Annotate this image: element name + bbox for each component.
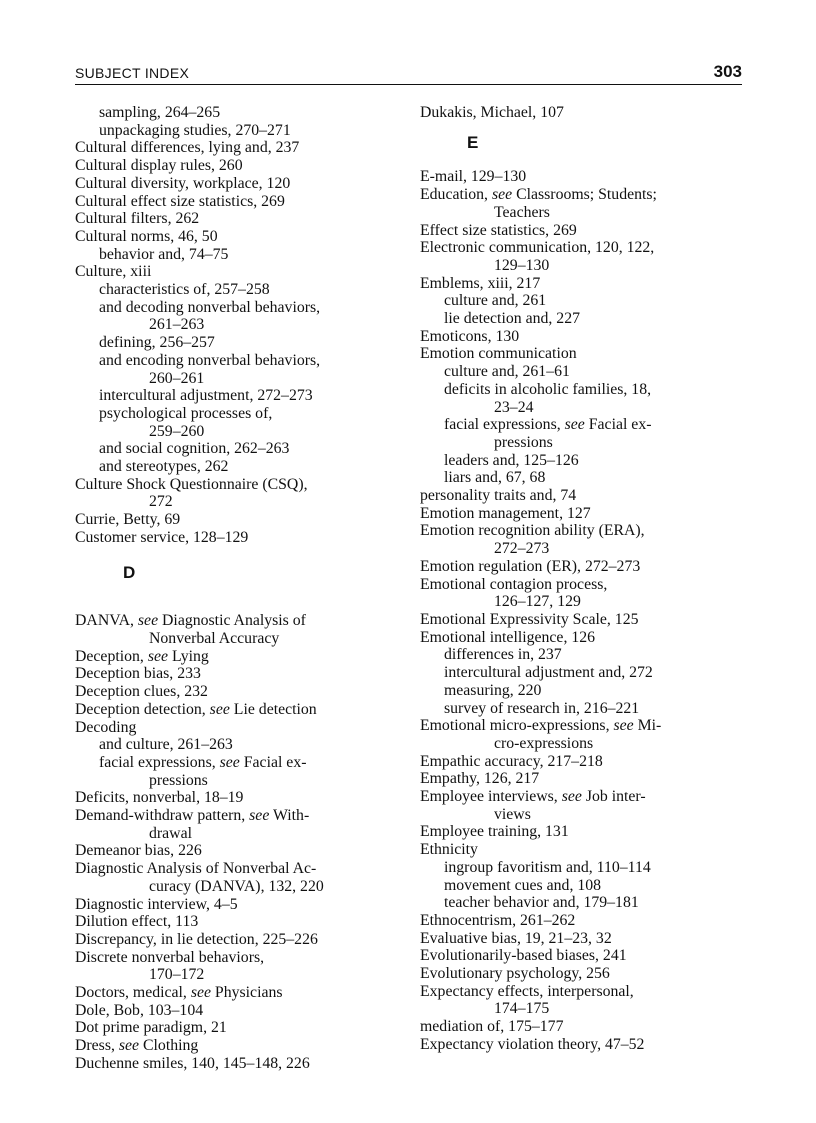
- entry-text: survey of research in, 216–221: [444, 699, 640, 717]
- index-subentry: [420, 416, 750, 434]
- entry-text: 126–127, 129: [494, 593, 581, 611]
- index-entry-continuation: [420, 434, 750, 452]
- index-entry: [75, 511, 405, 529]
- entry-text: Lie detection: [229, 700, 317, 718]
- entry-text: Deception bias, 233: [75, 665, 201, 683]
- index-entry: [75, 175, 405, 193]
- index-entry: [420, 505, 750, 523]
- entry-text: personality traits and, 74: [420, 487, 577, 505]
- index-entry: [75, 949, 405, 967]
- index-subentry: [420, 700, 750, 718]
- cross-reference-see: see: [219, 753, 240, 771]
- index-entry-continuation: [420, 1000, 750, 1018]
- entry-text: Emotion regulation (ER), 272–273: [420, 557, 641, 575]
- entry-text: Emotional intelligence, 126: [420, 628, 596, 646]
- cross-reference-see: see: [561, 788, 582, 806]
- entry-text: sampling, 264–265: [99, 104, 221, 121]
- cross-reference-see: see: [190, 984, 211, 1002]
- index-subentry: [420, 859, 750, 877]
- index-entry: [75, 139, 405, 157]
- index-subentry: [420, 469, 750, 487]
- index-subentry: [75, 334, 405, 352]
- entry-text: Clothing: [139, 1037, 199, 1055]
- index-entry: [420, 1036, 750, 1054]
- entry-text: facial expressions,: [99, 753, 220, 771]
- entry-text: Physicians: [210, 984, 283, 1002]
- cross-reference-see: see: [209, 700, 230, 718]
- entry-text: and social cognition, 262–263: [99, 440, 290, 458]
- entry-text: Dukakis, Michael, 107: [420, 104, 564, 121]
- entry-text: Ethnocentrism, 261–262: [420, 911, 576, 929]
- entry-text: 174–175: [494, 1000, 550, 1018]
- entry-text: Emotion communication: [420, 345, 577, 363]
- entry-text: Emotion management, 127: [420, 504, 591, 522]
- index-subentry: [75, 352, 405, 370]
- entry-text: Deficits, nonverbal, 18–19: [75, 789, 244, 807]
- index-subentry: [420, 381, 750, 399]
- index-subentry: [75, 754, 405, 772]
- index-entry: [75, 529, 405, 547]
- index-entry: [420, 239, 750, 257]
- entry-text: Emotion recognition ability (ERA),: [420, 522, 645, 540]
- entry-text: culture and, 261–61: [444, 363, 570, 381]
- entry-text: pressions: [149, 771, 208, 789]
- cross-reference-see: see: [118, 1037, 140, 1055]
- index-entry: [75, 1002, 405, 1020]
- index-entry-continuation: [75, 423, 405, 441]
- entry-text: Culture, xiii: [75, 263, 152, 281]
- index-entry-continuation: [420, 540, 750, 558]
- entry-text: leaders and, 125–126: [444, 451, 579, 469]
- index-entry: [420, 717, 750, 735]
- index-subentry: [75, 246, 405, 264]
- index-subentry: [420, 877, 750, 895]
- index-entry: [75, 860, 405, 878]
- entry-text: defining, 256–257: [99, 334, 215, 352]
- entry-text: Customer service, 128–129: [75, 528, 249, 546]
- entry-text: Demand-withdraw pattern,: [75, 807, 250, 825]
- entry-text: movement cues and, 108: [444, 876, 602, 894]
- entry-text: Diagnostic Analysis of Nonverbal Ac-: [75, 860, 317, 878]
- entry-text: DANVA,: [75, 612, 138, 630]
- entry-text: 261–263: [149, 316, 205, 334]
- entry-text: Employee interviews,: [420, 788, 562, 806]
- entry-text: teacher behavior and, 179–181: [444, 894, 639, 912]
- entries-d-continued: [420, 104, 750, 122]
- index-entry: [420, 947, 750, 965]
- index-entry: [420, 168, 750, 186]
- index-entry: [420, 576, 750, 594]
- entry-text: Discrete nonverbal behaviors,: [75, 948, 265, 966]
- entry-text: deficits in alcoholic families, 18,: [444, 380, 652, 398]
- entry-text: Currie, Betty, 69: [75, 511, 181, 529]
- entry-text: Evolutionarily-based biases, 241: [420, 947, 627, 965]
- entry-text: and encoding nonverbal behaviors,: [99, 351, 321, 369]
- entry-text: Cultural diversity, workplace, 120: [75, 174, 291, 192]
- index-entry: [75, 701, 405, 719]
- entry-text: Teachers: [494, 203, 550, 221]
- entry-text: Evolutionary psychology, 256: [420, 965, 610, 983]
- index-entry: [75, 1019, 405, 1037]
- index-subentry: [75, 440, 405, 458]
- entry-text: Empathy, 126, 217: [420, 770, 540, 788]
- entry-text: pressions: [494, 433, 553, 451]
- index-entry-continuation: [75, 493, 405, 511]
- entries-c-continued: [75, 104, 405, 547]
- entry-text: Dole, Bob, 103–104: [75, 1001, 204, 1019]
- entry-text: culture and, 261: [444, 292, 547, 310]
- index-entry: [75, 719, 405, 737]
- index-subentry: [75, 122, 405, 140]
- index-entry: [75, 157, 405, 175]
- index-entry: [420, 965, 750, 983]
- index-subentry: [75, 104, 405, 122]
- index-subentry: [75, 458, 405, 476]
- entry-text: Cultural display rules, 260: [75, 157, 243, 175]
- entry-text: behavior and, 74–75: [99, 245, 229, 263]
- index-entry-continuation: [75, 966, 405, 984]
- page-number: 303: [713, 62, 742, 81]
- index-entry: [420, 753, 750, 771]
- cross-reference-see: see: [147, 647, 168, 665]
- index-entry: [75, 210, 405, 228]
- entry-text: Emblems, xiii, 217: [420, 274, 541, 292]
- entry-text: psychological processes of,: [99, 404, 273, 422]
- entry-text: and stereotypes, 262: [99, 458, 229, 476]
- index-entry: [420, 558, 750, 576]
- index-entry: [420, 104, 750, 122]
- entry-text: Diagnostic Analysis of: [158, 612, 306, 630]
- index-subentry: [75, 405, 405, 423]
- index-subentry: [420, 292, 750, 310]
- entry-text: Facial ex-: [239, 753, 307, 771]
- entry-text: Deception clues, 232: [75, 683, 208, 701]
- entry-text: Demeanor bias, 226: [75, 842, 202, 860]
- entry-text: Emoticons, 130: [420, 327, 520, 345]
- index-entry: [420, 186, 750, 204]
- entry-text: intercultural adjustment and, 272: [444, 664, 653, 682]
- section-letter-e: E: [467, 132, 479, 152]
- index-entry-continuation: [420, 399, 750, 417]
- cross-reference-see: see: [137, 612, 159, 630]
- index-entry-continuation: [420, 735, 750, 753]
- index-entry: [75, 228, 405, 246]
- entry-text: Electronic communication, 120, 122,: [420, 239, 655, 257]
- entry-text: and culture, 261–263: [99, 736, 233, 754]
- entry-text: Classrooms; Students;: [512, 186, 657, 204]
- entry-text: unpackaging studies, 270–271: [99, 121, 291, 139]
- entry-text: Discrepancy, in lie detection, 225–226: [75, 930, 318, 948]
- index-entry: [75, 913, 405, 931]
- entry-text: Deception detection,: [75, 700, 210, 718]
- index-entry: [420, 770, 750, 788]
- entry-text: Cultural filters, 262: [75, 210, 200, 228]
- entry-text: Expectancy effects, interpersonal,: [420, 982, 634, 1000]
- entry-text: Doctors, medical,: [75, 984, 191, 1002]
- index-entry: [420, 912, 750, 930]
- index-entry: [75, 263, 405, 281]
- index-entry-continuation: [420, 257, 750, 275]
- index-entry: [75, 789, 405, 807]
- entry-text: Job inter-: [581, 788, 646, 806]
- entries-e: [420, 168, 750, 1053]
- cross-reference-see: see: [564, 416, 585, 434]
- entry-text: Nonverbal Accuracy: [149, 629, 280, 647]
- entry-text: Diagnostic interview, 4–5: [75, 895, 238, 913]
- entry-text: Emotional contagion process,: [420, 575, 608, 593]
- index-entry: [420, 823, 750, 841]
- entry-text: Expectancy violation theory, 47–52: [420, 1035, 645, 1053]
- index-entry: [75, 1055, 405, 1073]
- index-entry-continuation: [75, 772, 405, 790]
- index-entry-continuation: [420, 593, 750, 611]
- index-entry: [420, 629, 750, 647]
- entry-text: Emotional micro-expressions,: [420, 717, 614, 735]
- entry-text: Decoding: [75, 718, 137, 736]
- running-header: [75, 62, 742, 85]
- entry-text: 23–24: [494, 398, 534, 416]
- index-entry: [75, 931, 405, 949]
- entry-text: Effect size statistics, 269: [420, 221, 577, 239]
- entry-text: Evaluative bias, 19, 21–23, 32: [420, 929, 612, 947]
- entry-text: Lying: [168, 647, 209, 665]
- index-subentry: [420, 894, 750, 912]
- index-entry: [420, 522, 750, 540]
- index-entry: [75, 683, 405, 701]
- index-subentry: [75, 281, 405, 299]
- cross-reference-see: see: [249, 807, 270, 825]
- index-entry: [75, 648, 405, 666]
- entry-text: curacy (DANVA), 132, 220: [149, 877, 324, 895]
- index-entry: [420, 611, 750, 629]
- entry-text: Cultural effect size statistics, 269: [75, 192, 285, 210]
- entry-text: Mi-: [633, 717, 662, 735]
- entry-text: With-: [269, 807, 310, 825]
- index-entry-continuation: [75, 878, 405, 896]
- section-title: SUBJECT INDEX: [75, 65, 190, 81]
- entry-text: Dot prime paradigm, 21: [75, 1019, 227, 1037]
- index-entry: [75, 984, 405, 1002]
- index-column-left: [75, 104, 405, 1073]
- index-entry-continuation: [75, 316, 405, 334]
- entry-text: 259–260: [149, 422, 205, 440]
- index-entry: [75, 896, 405, 914]
- index-subentry: [420, 646, 750, 664]
- entry-text: 260–261: [149, 369, 205, 387]
- entry-text: Education,: [420, 186, 492, 204]
- index-subentry: [75, 299, 405, 317]
- entry-text: and decoding nonverbal behaviors,: [99, 298, 321, 316]
- index-entry: [420, 487, 750, 505]
- entry-text: intercultural adjustment, 272–273: [99, 387, 313, 405]
- section-letter-d: D: [123, 562, 136, 582]
- index-subentry: [420, 452, 750, 470]
- index-entry: [75, 193, 405, 211]
- entry-text: Empathic accuracy, 217–218: [420, 752, 603, 770]
- entry-text: differences in, 237: [444, 646, 562, 664]
- cross-reference-see: see: [491, 186, 513, 204]
- entry-text: drawal: [149, 824, 192, 842]
- entry-text: views: [494, 805, 531, 823]
- index-entry: [75, 1037, 405, 1055]
- index-entry: [420, 788, 750, 806]
- index-entry: [75, 665, 405, 683]
- entry-text: Cultural differences, lying and, 237: [75, 139, 300, 157]
- index-entry-continuation: [420, 204, 750, 222]
- index-entry: [420, 222, 750, 240]
- entry-text: Culture Shock Questionnaire (CSQ),: [75, 475, 308, 493]
- entry-text: Dress,: [75, 1037, 119, 1055]
- entry-text: mediation of, 175–177: [420, 1018, 564, 1036]
- entry-text: 272–273: [494, 540, 550, 558]
- index-entry: [420, 841, 750, 859]
- entry-text: Dilution effect, 113: [75, 913, 199, 931]
- index-entry-continuation: [75, 825, 405, 843]
- index-entry-continuation: [75, 630, 405, 648]
- index-entry-continuation: [420, 806, 750, 824]
- entry-text: E-mail, 129–130: [420, 168, 527, 186]
- index-subentry: [75, 387, 405, 405]
- index-subentry: [420, 310, 750, 328]
- index-entry: [420, 275, 750, 293]
- entry-text: 170–172: [149, 966, 205, 984]
- index-entry: [420, 328, 750, 346]
- entry-text: cro-expressions: [494, 734, 594, 752]
- index-entry: [420, 983, 750, 1001]
- entry-text: 129–130: [494, 256, 550, 274]
- entry-text: characteristics of, 257–258: [99, 281, 270, 299]
- cross-reference-see: see: [613, 717, 634, 735]
- entry-text: Deception,: [75, 647, 148, 665]
- index-subentry: [420, 682, 750, 700]
- entry-text: Cultural norms, 46, 50: [75, 227, 218, 245]
- entry-text: ingroup favoritism and, 110–114: [444, 858, 651, 876]
- index-entry: [420, 1018, 750, 1036]
- entries-d: [75, 612, 405, 1072]
- entry-text: Employee training, 131: [420, 823, 569, 841]
- index-entry: [75, 842, 405, 860]
- index-entry: [75, 807, 405, 825]
- index-subentry: [420, 363, 750, 381]
- entry-text: Facial ex-: [584, 416, 652, 434]
- entry-text: liars and, 67, 68: [444, 469, 546, 487]
- entry-text: facial expressions,: [444, 416, 565, 434]
- index-entry: [75, 612, 405, 630]
- entry-text: Ethnicity: [420, 841, 478, 859]
- index-entry-continuation: [75, 370, 405, 388]
- entry-text: Emotional Expressivity Scale, 125: [420, 610, 639, 628]
- index-entry: [75, 476, 405, 494]
- entry-text: measuring, 220: [444, 681, 542, 699]
- index-entry: [420, 930, 750, 948]
- index-subentry: [420, 664, 750, 682]
- entry-text: 272: [149, 493, 173, 511]
- entry-text: lie detection and, 227: [444, 310, 580, 328]
- entry-text: Duchenne smiles, 140, 145–148, 226: [75, 1054, 310, 1072]
- index-entry: [420, 345, 750, 363]
- index-column-right: [420, 104, 750, 1054]
- index-subentry: [75, 736, 405, 754]
